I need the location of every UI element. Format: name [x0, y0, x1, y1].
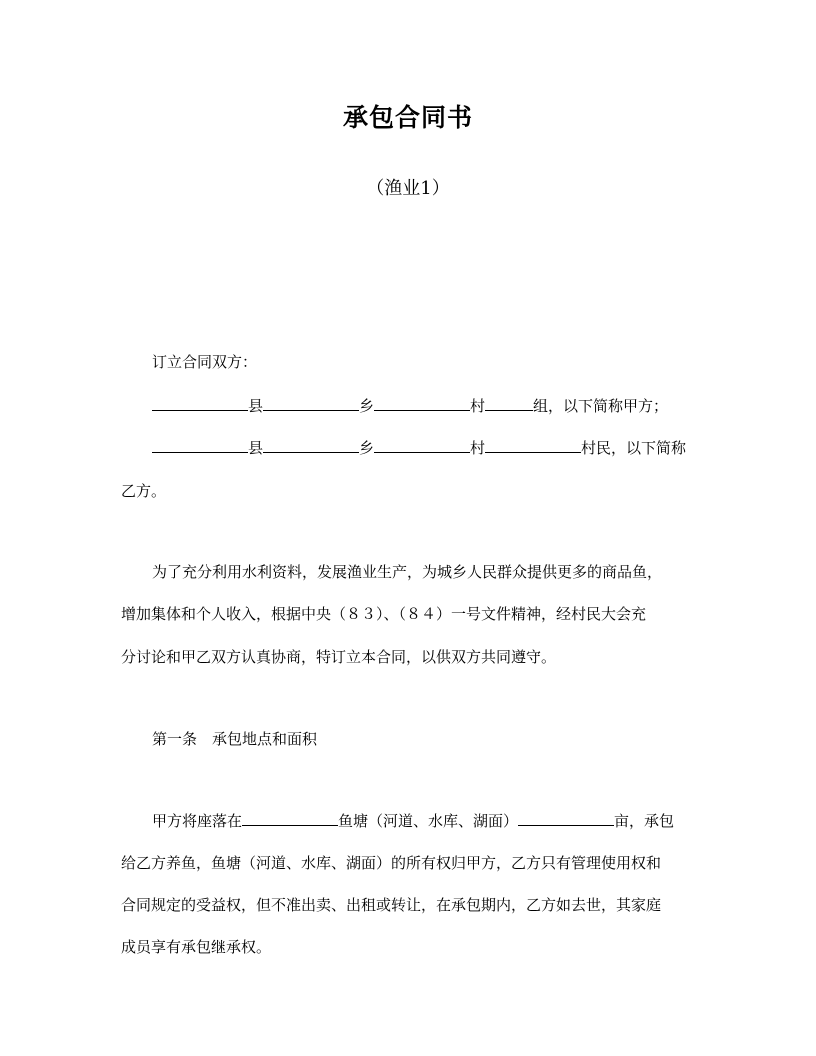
blank-field[interactable] [374, 393, 470, 411]
document-subtitle: （渔业1） [366, 178, 450, 199]
article-1-heading: 第一条 承包地点和面积 [152, 730, 318, 748]
party-b-cont: 乙方。 [121, 482, 167, 500]
parties-intro: 订立合同双方： [152, 353, 258, 371]
blank-field[interactable] [242, 808, 338, 826]
article-1-line: 成员享有承包继承权。 [121, 938, 272, 956]
preamble-line: 增加集体和个人收入，根据中央（８３）、（８４）一号文件精神，经村民大会充 [121, 605, 647, 623]
blank-field[interactable] [152, 435, 248, 453]
party-b-line: 县 乡 村 村民，以下简称 [121, 435, 728, 459]
blank-field[interactable] [152, 393, 248, 411]
blank-field[interactable] [263, 393, 359, 411]
blank-field[interactable] [518, 808, 614, 826]
article-1-line: 甲方将座落在 鱼塘（河道、水库、湖面） 亩，承包 [121, 808, 728, 832]
article-1-line: 合同规定的受益权，但不准出卖、出租或转让，在承包期内，乙方如去世，其家庭 [121, 896, 662, 914]
preamble-line: 为了充分利用水利资料，发展渔业生产，为城乡人民群众提供更多的商品鱼， [152, 563, 663, 581]
article-1-line: 给乙方养鱼，鱼塘（河道、水库、湖面）的所有权归甲方，乙方只有管理使用权和 [121, 854, 662, 872]
blank-field[interactable] [485, 435, 581, 453]
party-a-line: 县 乡 村 组，以下简称甲方； [121, 393, 728, 417]
preamble-line: 分讨论和甲乙双方认真协商，特订立本合同，以供双方共同遵守。 [121, 648, 557, 666]
blank-field[interactable] [374, 435, 470, 453]
blank-field[interactable] [485, 393, 533, 411]
blank-field[interactable] [263, 435, 359, 453]
document-title: 承包合同书 [342, 103, 473, 132]
